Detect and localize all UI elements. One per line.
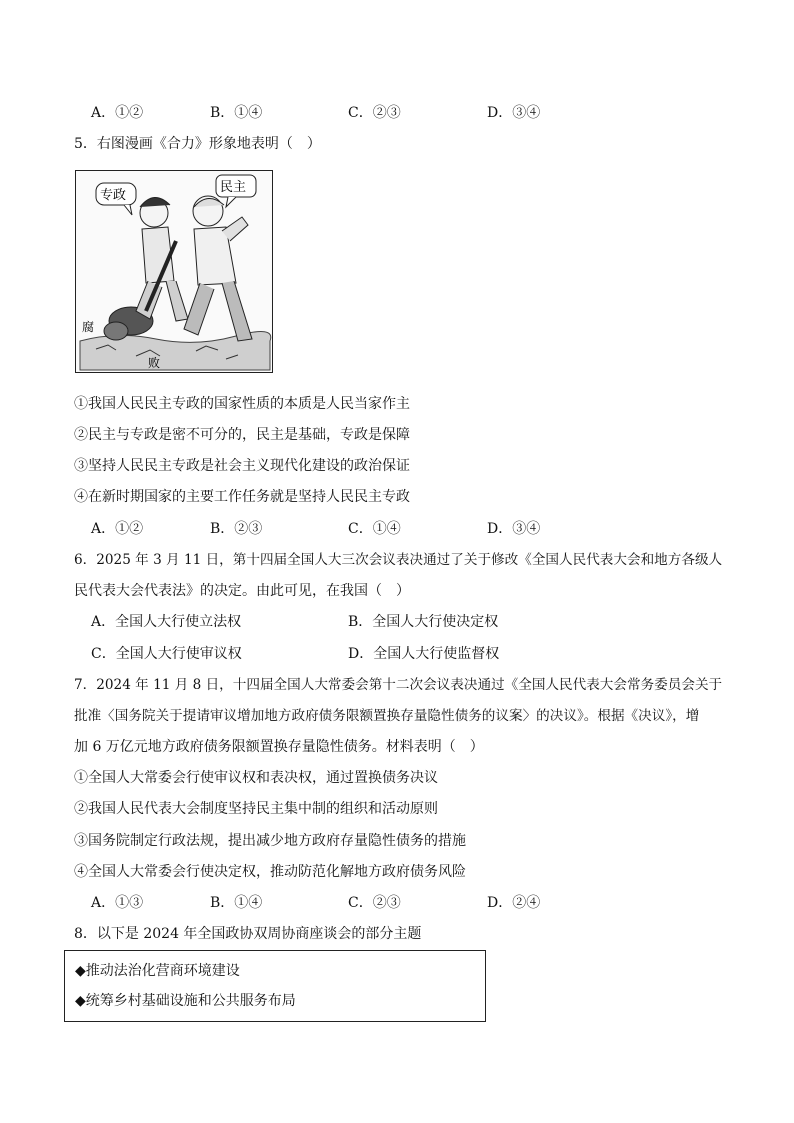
q6-option-c: C．全国人大行使审议权 (91, 646, 242, 662)
q7-option-d: D．②④ (487, 895, 541, 911)
q8-topic-1: ◆推动法治化营商环境建设 (75, 963, 240, 979)
q6-option-b: B．全国人大行使决定权 (348, 614, 499, 630)
q6-stem-line-1: 6．2025 年 3 月 11 日，第十四届全国人大三次会议表决通过了关于修改《全国人民代表大会和地方各级人 (74, 552, 723, 568)
q4-option-d: D．③④ (487, 105, 541, 121)
q7-stem-line-3: 加 6 万亿元地方政府债务限额置换存量隐性债务。材料表明（ ） (74, 739, 484, 755)
q5-option-d: D．③④ (487, 521, 541, 537)
q8-stem: 8．以下是 2024 年全国政协双周协商座谈会的部分主题 (74, 926, 422, 942)
q7-option-a: A．①③ (91, 895, 144, 911)
q7-statement-1: ①全国人大常委会行使审议权和表决权，通过置换债务决议 (74, 770, 438, 786)
q5-stem: 5．右图漫画《合力》形象地表明（ ） (74, 136, 321, 152)
q7-statement-4: ④全国人大常委会行使决定权，推动防范化解地方政府债务风险 (74, 864, 466, 880)
q5-option-a: A．①② (91, 521, 144, 537)
q7-stem-line-1: 7．2024 年 11 月 8 日，十四届全国人大常委会第十二次会议表决通过《全国人民代表大会常务委员会关于 (74, 677, 723, 693)
bubble-zhuanzheng: 专政 (100, 188, 127, 203)
q4-option-c: C．②③ (348, 105, 401, 121)
q6-stem-line-2: 民代表大会代表法》的决定。由此可见，在我国（ ） (74, 583, 410, 599)
q5-statement-3: ③坚持人民民主专政是社会主义现代化建设的政治保证 (74, 458, 410, 474)
q8-topic-2: ◆统筹乡村基础设施和公共服务布局 (75, 993, 296, 1009)
bubble-minzhu: 民主 (220, 180, 247, 195)
q6-option-d: D．全国人大行使监督权 (348, 646, 500, 662)
q4-option-a: A．①② (91, 105, 144, 121)
q4-option-b: B．①④ (210, 105, 263, 121)
q8-topic-box (64, 950, 486, 1022)
ground-char-bai: 败 (148, 356, 161, 370)
q6-option-a: A．全国人大行使立法权 (91, 614, 242, 630)
q7-stem-line-2: 批准〈国务院关于提请审议增加地方政府债务限额置换存量隐性债务的议案〉的决议》。根据《决议》，增 (74, 708, 700, 724)
ground-char-fu: 腐 (82, 320, 95, 334)
hejli-cartoon (75, 170, 273, 373)
q5-statement-4: ④在新时期国家的主要工作任务就是坚持人民民主专政 (74, 489, 410, 505)
q7-option-c: C．②③ (348, 895, 401, 911)
q5-statement-1: ①我国人民民主专政的国家性质的本质是人民当家作主 (74, 396, 410, 412)
q7-statement-2: ②我国人民代表大会制度坚持民主集中制的组织和活动原则 (74, 801, 438, 817)
q5-option-c: C．①④ (348, 521, 401, 537)
q5-statement-2: ②民主与专政是密不可分的，民主是基础，专政是保障 (74, 427, 410, 443)
q7-option-b: B．①④ (210, 895, 263, 911)
q7-statement-3: ③国务院制定行政法规，提出减少地方政府存量隐性债务的措施 (74, 833, 466, 849)
cartoon-drawing (76, 171, 272, 372)
q5-option-b: B．②③ (210, 521, 263, 537)
